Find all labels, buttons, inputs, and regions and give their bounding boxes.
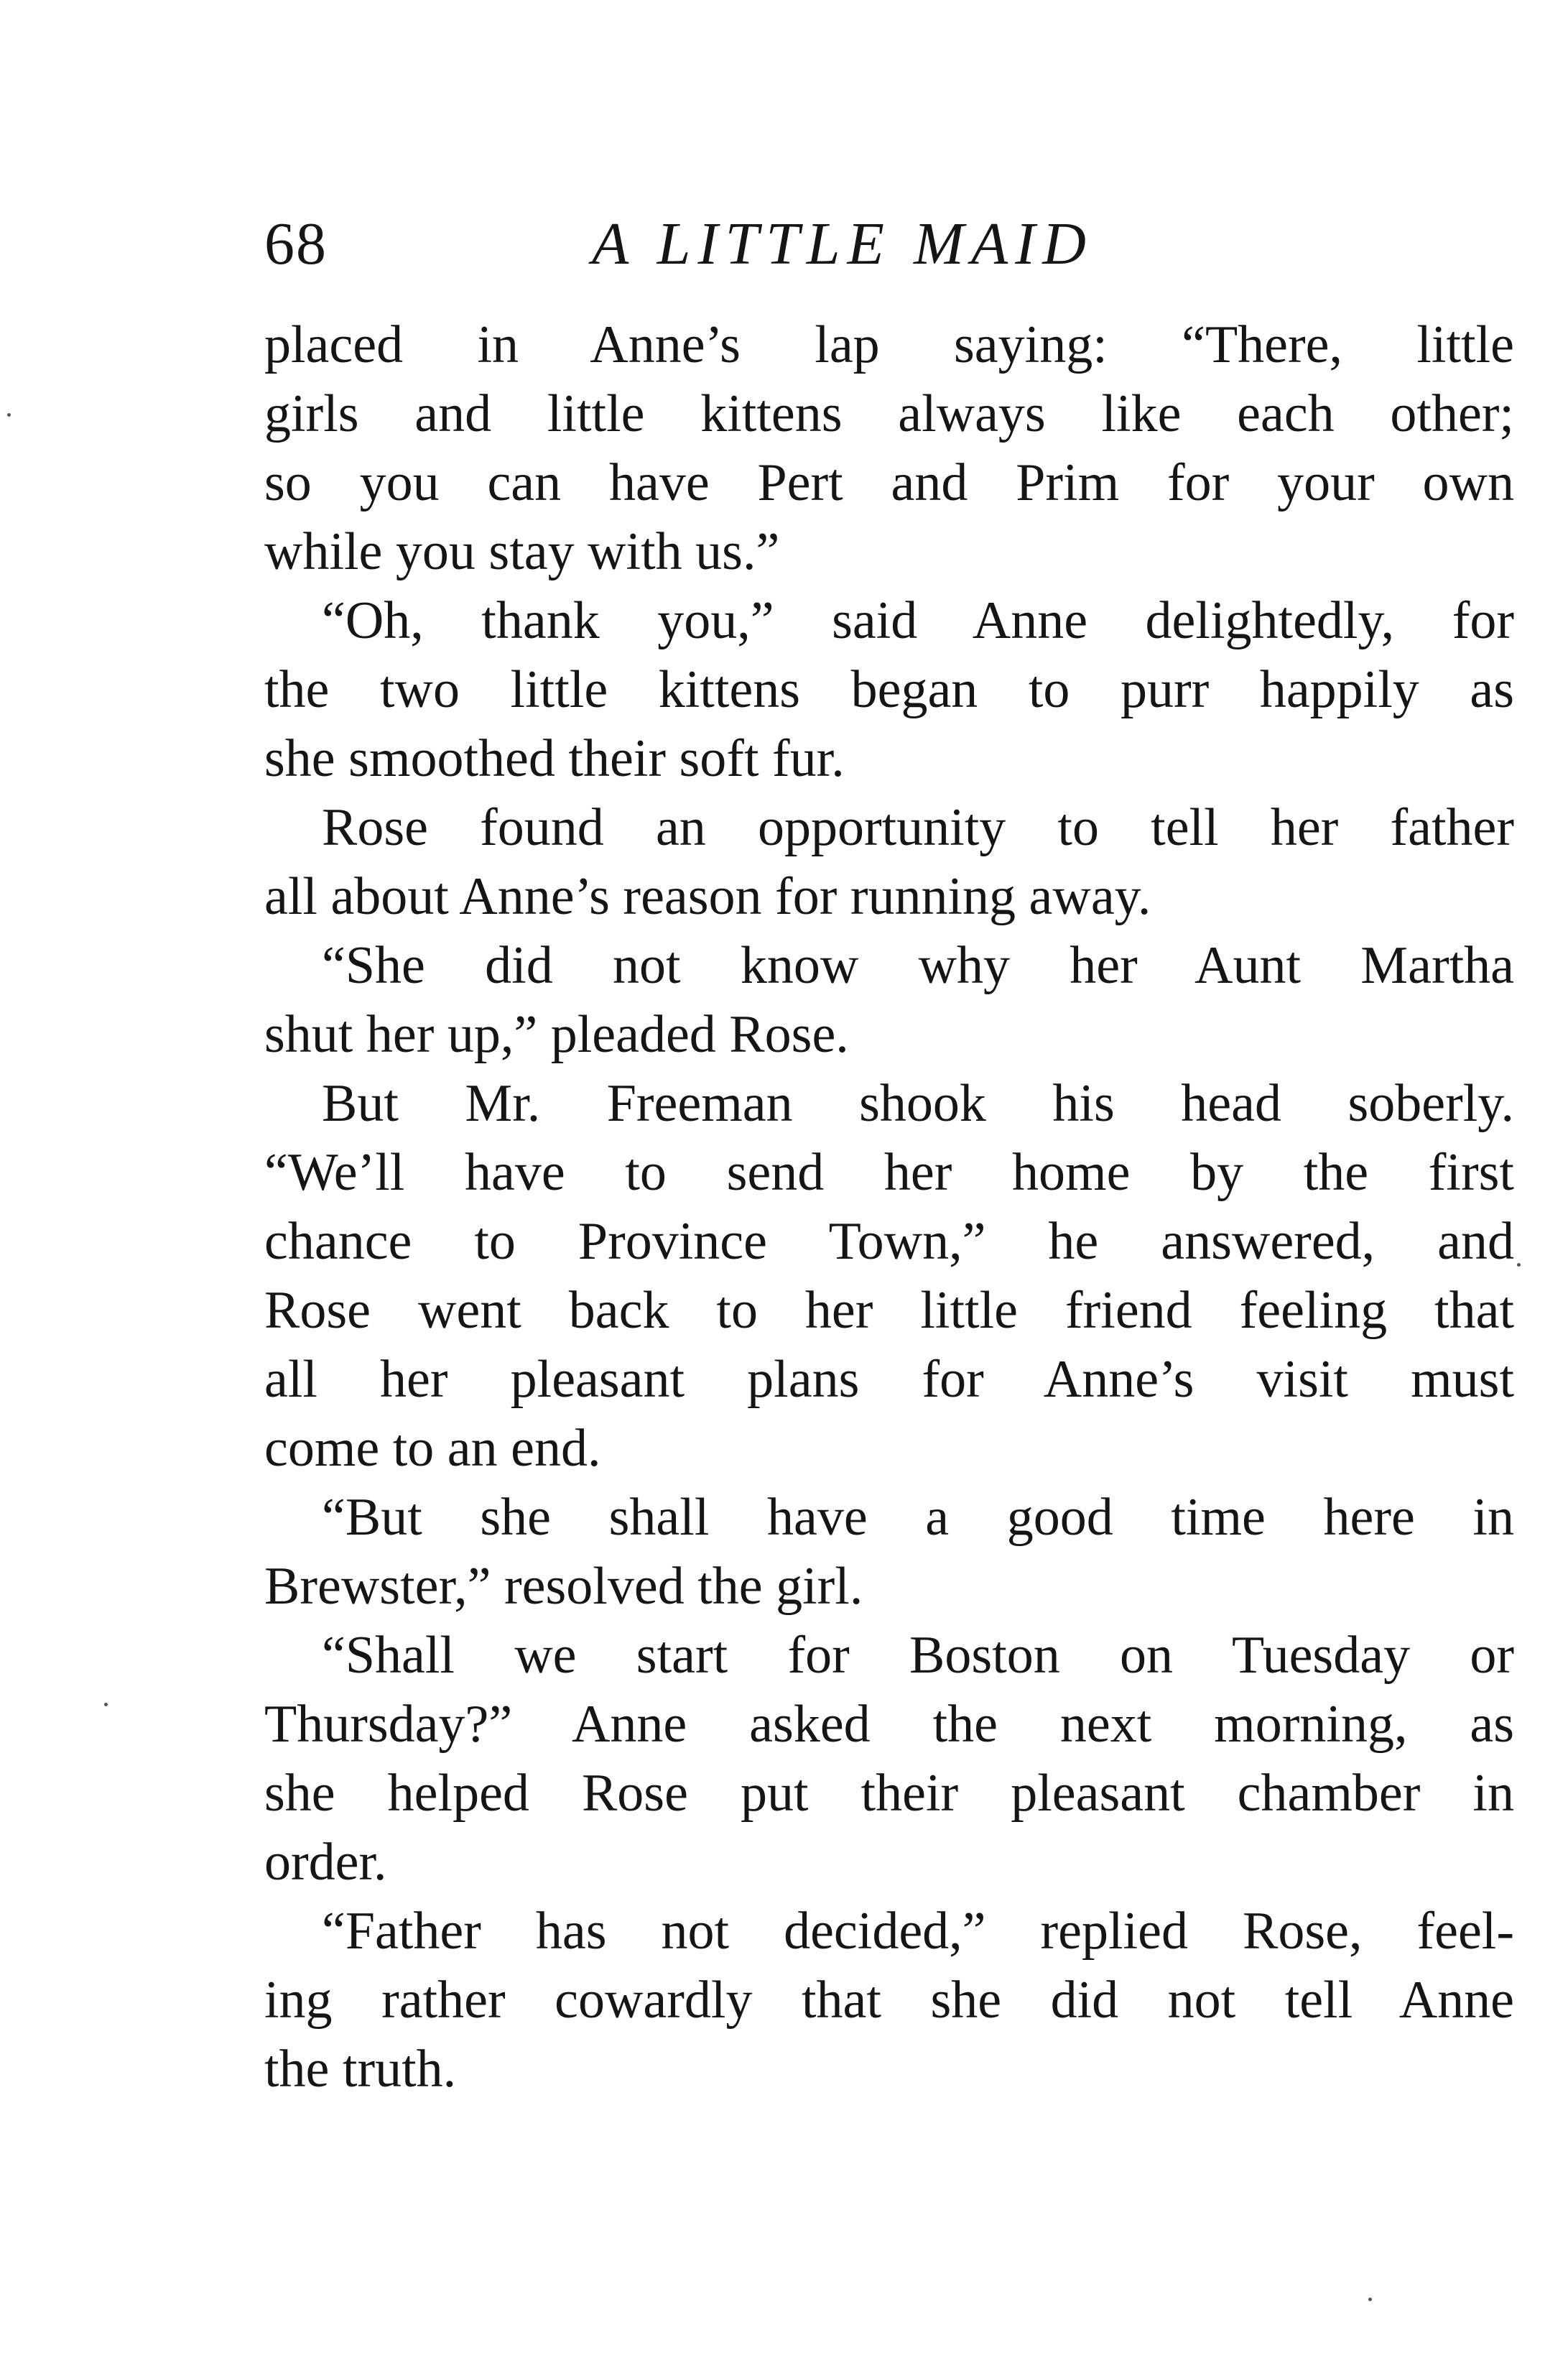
scan-speck: [1368, 2298, 1372, 2301]
page-header: [264, 201, 1514, 287]
running-title: A LITTLE MAID: [592, 211, 1093, 277]
text-line: come to an end.: [264, 1419, 601, 1478]
text-line: order.: [264, 1833, 387, 1892]
text-line: the truth.: [264, 2040, 457, 2099]
text-line: “Oh, thank you,” said Anne delightedly, for: [322, 591, 1514, 650]
text-line: shut her up,” pleaded Rose.: [264, 1005, 849, 1064]
text-line: “Shall we start for Boston on Tuesday or: [322, 1626, 1514, 1685]
text-line: the two little kittens began to purr happily as: [264, 660, 1514, 719]
text-line: Rose found an opportunity to tell her father: [322, 798, 1514, 857]
scan-speck: [7, 413, 11, 417]
text-line: placed in Anne’s lap saying: “There, little: [264, 315, 1514, 374]
scan-speck: [104, 1703, 108, 1706]
text-line: so you can have Pert and Prim for your own: [264, 453, 1514, 512]
text-line: “But she shall have a good time here in: [322, 1488, 1514, 1547]
text-line: ing rather cowardly that she did not tell Anne: [264, 1971, 1514, 2030]
text-line: “She did not know why her Aunt Martha: [322, 936, 1514, 995]
text-line: Rose went back to her little friend feeling that: [264, 1281, 1514, 1340]
text-line: she helped Rose put their pleasant chamber in: [264, 1764, 1514, 1823]
text-line: “We’ll have to send her home by the first: [264, 1143, 1514, 1202]
text-line: chance to Province Town,” he answered, and: [264, 1212, 1514, 1271]
scan-speck: [1517, 1263, 1521, 1267]
text-line: “Father has not decided,” replied Rose, feel-: [322, 1902, 1514, 1961]
text-line: all about Anne’s reason for running away.: [264, 867, 1151, 926]
text-line: But Mr. Freeman shook his head soberly.: [322, 1074, 1514, 1133]
body-text: [264, 310, 1514, 2104]
page-number: 68: [264, 211, 328, 277]
text-line: girls and little kittens always like each other;: [264, 384, 1514, 443]
text-line: Thursday?” Anne asked the next morning, as: [264, 1695, 1514, 1754]
text-line: while you stay with us.”: [264, 522, 780, 581]
text-line: she smoothed their soft fur.: [264, 729, 845, 788]
text-line: all her pleasant plans for Anne’s visit must: [264, 1350, 1514, 1409]
text-line: Brewster,” resolved the girl.: [264, 1557, 863, 1616]
